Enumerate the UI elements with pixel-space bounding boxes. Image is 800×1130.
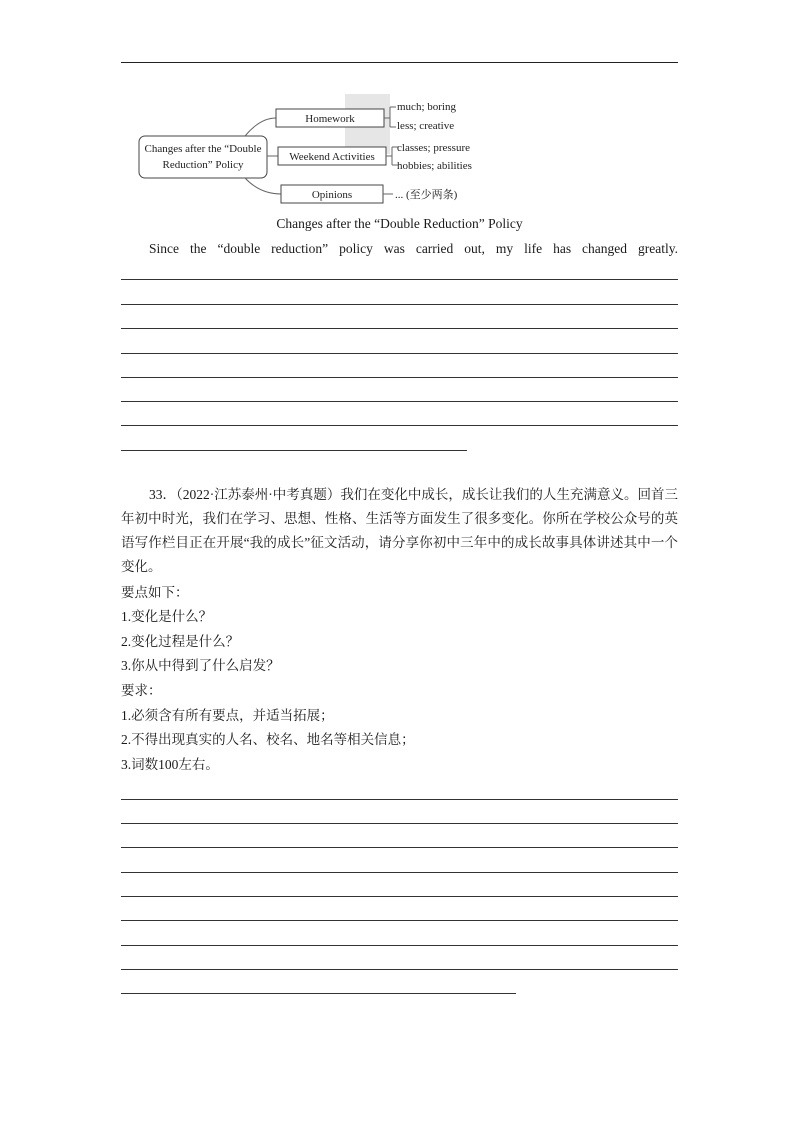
center-node-line-2: Reduction” Policy [162, 159, 244, 171]
requirement-3: 3.词数100左右。 [121, 757, 219, 772]
writing-line [121, 896, 678, 897]
writing-line [121, 799, 678, 800]
writing-line-short [121, 450, 467, 451]
detail-weekend-2: hobbies; abilities [397, 160, 472, 172]
branch-homework-label: Homework [305, 113, 355, 125]
points-heading: 要点如下： [121, 585, 189, 600]
requirement-1: 1.必须含有所有要点，并适当拓展； [121, 708, 334, 723]
connector-opinions [245, 178, 281, 194]
requirement-2: 2.不得出现真实的人名、校名、地名等相关信息； [121, 732, 415, 747]
point-2: 2.变化过程是什么？ [121, 634, 240, 649]
detail-homework-1: much; boring [397, 101, 456, 113]
writing-line [121, 401, 678, 402]
branch-weekend-label: Weekend Activities [289, 151, 375, 163]
point-1: 1.变化是什么？ [121, 609, 213, 624]
writing-line [121, 945, 678, 946]
detail-opinions-1: ... (至少两条) [395, 189, 458, 201]
writing-line [121, 847, 678, 848]
requirements-heading: 要求： [121, 683, 162, 698]
question-text: （2022·江苏泰州·中考真题）我们在变化中成长，成长让我们的人生充满意义。回首三年初中时光，我们在学习、思想、性格、生活等方面发生了很多变化。你所在学校公众号的英语写作栏目正在开展“我的成长”征文活动，请分享你初中三年中的成长故事具体讲述其中一个变化。 [121, 487, 678, 574]
connector-homework [245, 118, 276, 136]
question-33-prompt [121, 483, 678, 579]
question-number: 33． [149, 487, 177, 502]
header-rule [121, 62, 678, 63]
detail-homework-2: less; creative [397, 120, 455, 132]
writing-line [121, 823, 678, 824]
detail-weekend-1: classes; pressure [397, 142, 471, 154]
writing-line [121, 377, 678, 378]
mind-map-diagram [135, 92, 495, 212]
writing-line-short [121, 993, 516, 994]
writing-line [121, 304, 678, 305]
center-node-line-1: Changes after the “Double [144, 143, 262, 155]
branch-opinions-label: Opinions [311, 189, 353, 201]
diagram-caption: Changes after the “Double Reduction” Policy [276, 216, 523, 231]
writing-line [121, 920, 678, 921]
writing-line [121, 279, 678, 280]
writing-line [121, 328, 678, 329]
point-3: 3.你从中得到了什么启发？ [121, 658, 280, 673]
writing-line [121, 353, 678, 354]
writing-line [121, 425, 678, 426]
writing-line [121, 872, 678, 873]
essay-starter: Since the “double reduction” policy was carried out, my life has changed greatly. [149, 241, 678, 256]
writing-line [121, 969, 678, 970]
